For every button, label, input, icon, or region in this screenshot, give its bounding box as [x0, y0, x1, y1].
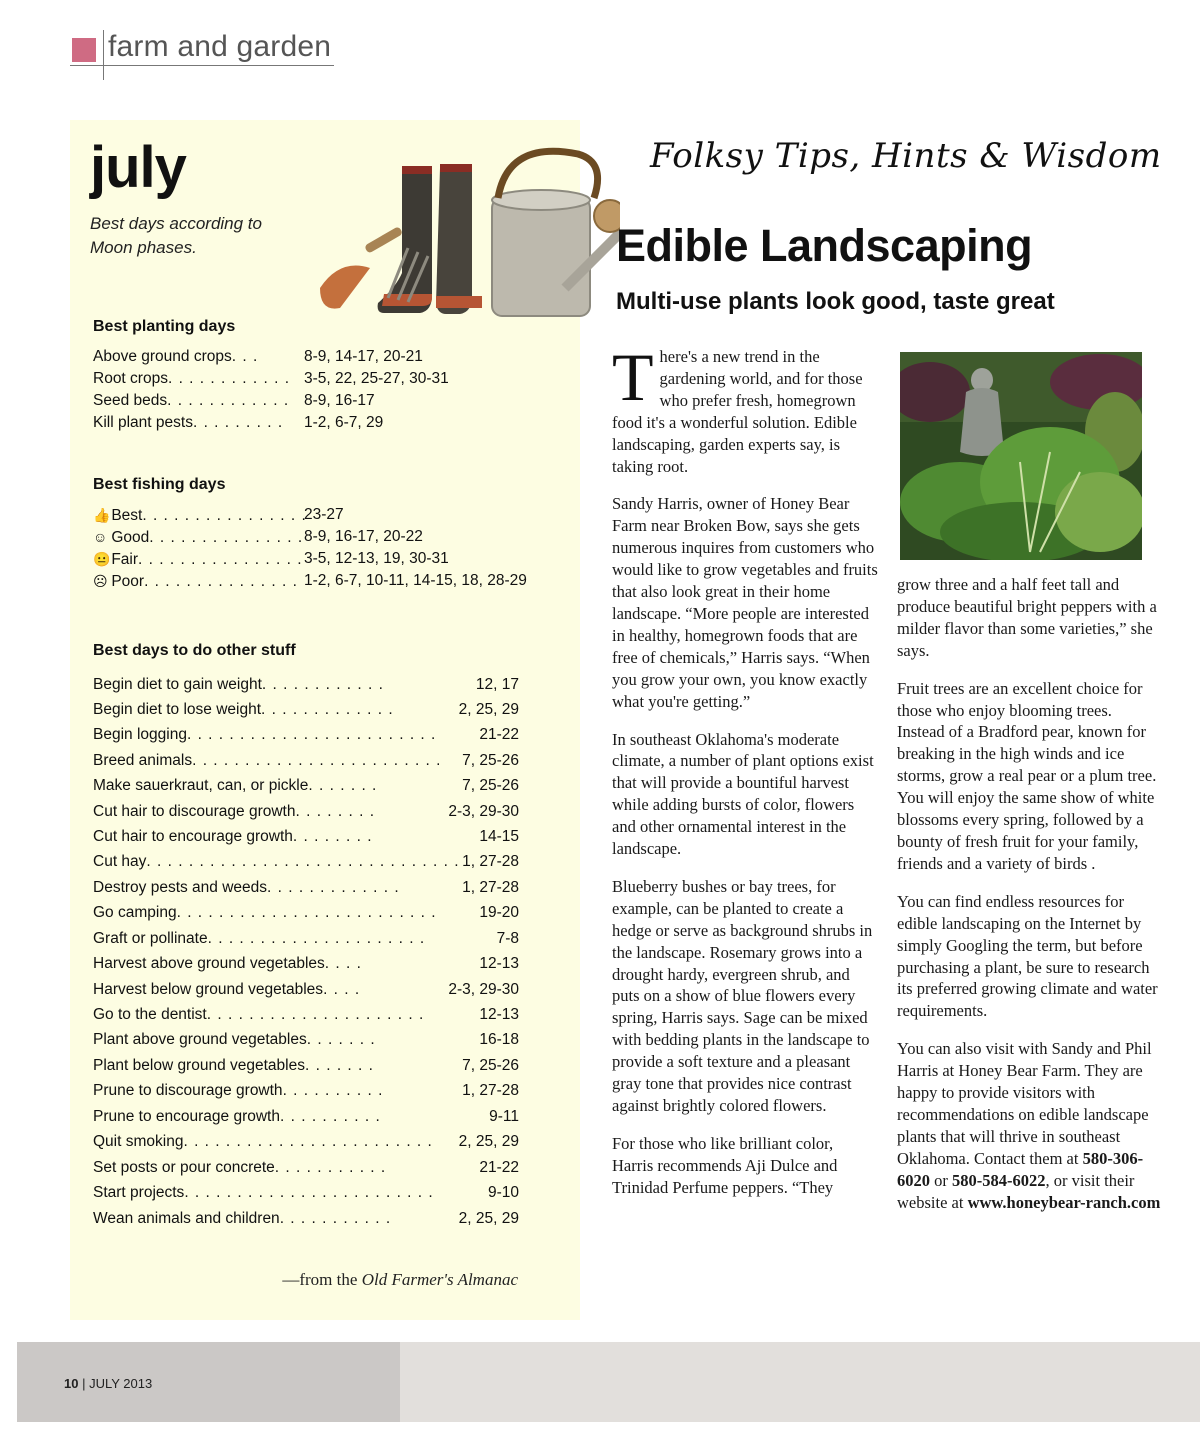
leader-dots: . . . . . . . . . . . . . . . . . . . . . . . .	[192, 752, 442, 769]
other-value: 1, 27-28	[462, 1082, 519, 1099]
article-headline: Edible Landscaping	[616, 220, 1033, 271]
section-marker	[72, 38, 96, 62]
leader-dots: . . . .	[324, 955, 362, 972]
other-value: 12-13	[479, 955, 519, 972]
other-label: Prune to discourage growth	[93, 1082, 283, 1099]
other-row	[93, 724, 519, 746]
fishing-label: Good	[111, 529, 150, 546]
planting-value: 8-9, 14-17, 20-21	[304, 348, 423, 365]
other-value: 7, 25-26	[462, 777, 519, 794]
frown-face-icon: ☹	[93, 573, 108, 589]
leader-dots: . . .	[231, 348, 259, 365]
article-paragraph: grow three and a half feet tall and produce beautiful bright peppers with a milder flavor than some varieties,” she says.	[897, 575, 1157, 660]
leader-dots: . . . . . . .	[304, 1057, 374, 1074]
article-paragraph	[612, 339, 878, 477]
article-paragraph: In southeast Oklahoma's moderate climate, a number of plant options exist that will provide a bountiful harvest while adding bursts of color, flowers and other ornamental interest in the landscape.	[612, 729, 874, 859]
paragraph-text: You can also visit with Sandy and Phil Harris at Honey Bear Farm. They are happy to provide visitors with recommendations on edible landscape plants that will thrive in southeast Oklahoma. Contact them at	[897, 1039, 1152, 1168]
paragraph-text: or	[930, 1170, 952, 1190]
other-value: 7, 25-26	[462, 752, 519, 769]
other-row	[93, 1106, 519, 1128]
section-label: farm and garden	[108, 30, 332, 63]
other-row	[93, 1004, 519, 1026]
fishing-value: 1-2, 6-7, 10-11, 14-15, 18, 28-29	[304, 572, 527, 589]
other-label: Set posts or pour concrete	[93, 1159, 275, 1176]
other-label: Begin logging	[93, 726, 187, 743]
other-row	[93, 801, 519, 823]
fishing-row	[93, 504, 344, 526]
planting-label: Above ground crops	[93, 348, 232, 365]
other-label: Begin diet to lose weight	[93, 701, 262, 718]
fishing-value: 3-5, 12-13, 19, 30-31	[304, 550, 449, 567]
other-label: Plant below ground vegetables	[93, 1057, 305, 1074]
planting-value: 8-9, 16-17	[304, 392, 375, 409]
leader-dots: . . . . . . . . . . . . . . .	[149, 529, 304, 546]
other-value: 12, 17	[475, 676, 519, 693]
other-row	[93, 1080, 519, 1102]
planting-row	[93, 368, 449, 390]
fishing-row	[93, 570, 527, 592]
article-paragraph: You can find endless resources for edible landscaping on the Internet by simply Googling the term, but before purchasing a plant, be sure to research its preferred growing climate and water requirements.	[897, 891, 1158, 1021]
other-row	[93, 851, 519, 873]
other-value: 21-22	[479, 1159, 519, 1176]
other-label: Graft or pollinate	[93, 930, 208, 947]
attribution-prefix: —from the	[282, 1270, 362, 1289]
leader-dots: . . . . . . . . . . . . . . . . . . . . . . . .	[183, 1133, 433, 1150]
article-paragraph: Fruit trees are an excellent choice for those who enjoy blooming trees. Instead of a Bradford pear, known for breaking in the high winds and ice storms, grow a real pear or a plum tree. You will enjoy the same show of white blossoms every spring, followed by a bounty of fresh fruit for your family, friends and a variety of birds .	[897, 678, 1157, 873]
other-label: Harvest above ground vegetables	[93, 955, 325, 972]
planting-row	[93, 346, 423, 368]
leader-dots: . . . . . . .	[306, 1031, 376, 1048]
leader-dots: . . . . . . . . . . . . . . . . . . . . . . . . .	[176, 904, 437, 921]
other-row	[93, 1029, 519, 1051]
leader-dots: . . . .	[323, 981, 361, 998]
other-label: Go to the dentist	[93, 1006, 207, 1023]
fishing-label: Poor	[111, 573, 145, 590]
article-paragraph	[897, 1038, 1163, 1213]
planting-row	[93, 412, 384, 434]
fishing-row	[93, 548, 449, 570]
neutral-face-icon: 😐	[93, 551, 111, 567]
leader-dots: . . . . . . . . . .	[279, 1108, 381, 1125]
column-tagline: Folksy Tips, Hints & Wisdom	[650, 136, 1162, 176]
other-label: Begin diet to gain weight	[93, 676, 262, 693]
other-row	[93, 1131, 519, 1153]
other-label: Cut hair to discourage growth	[93, 803, 296, 820]
other-value: 2, 25, 29	[458, 1210, 519, 1227]
boots-and-watering-can-illustration	[260, 138, 620, 338]
other-value: 14-15	[479, 828, 519, 845]
other-row	[93, 979, 519, 1001]
leader-dots: . . . . . . . . . . . . . . .	[144, 573, 298, 590]
other-row	[93, 826, 519, 848]
folio-separator: |	[82, 1376, 86, 1391]
paragraph-text: here's a new trend in the gardening world, and for those who prefer fresh, homegrown food it's a wonderful solution. Edible landscaping, garden experts say, is taking root.	[612, 347, 863, 476]
month-subtitle: Best days according to Moon phases.	[90, 214, 262, 257]
leader-dots: . . . . . . . . . . . . .	[267, 879, 400, 896]
other-value: 12-13	[479, 1006, 519, 1023]
leader-dots: . . . . . . . . . . . . . . . . . . . . . . . . . . . . . .	[146, 853, 460, 870]
other-value: 1, 27-28	[462, 853, 519, 870]
attribution-source: Old Farmer's Almanac	[361, 1270, 518, 1289]
website-link[interactable]: www.honeybear-ranch.com	[967, 1192, 1161, 1212]
footer-band-right	[400, 1342, 1200, 1422]
other-value: 1, 27-28	[462, 879, 519, 896]
other-heading: Best days to do other stuff	[93, 642, 296, 659]
fishing-row	[93, 526, 423, 548]
leader-dots: . . . . . . . . . . . . . . . . . . . . .	[207, 930, 426, 947]
other-row	[93, 953, 519, 975]
leader-dots: . . . . . . . . . . . . . . . . . . . . . . . .	[184, 1184, 434, 1201]
leader-dots: . . . . . . . . . . . . . . . .	[138, 551, 303, 568]
other-label: Prune to encourage growth	[93, 1108, 280, 1125]
other-label: Breed animals	[93, 752, 193, 769]
other-value: 9-10	[487, 1184, 519, 1201]
other-value: 19-20	[479, 904, 519, 921]
other-row	[93, 1182, 519, 1204]
other-row	[93, 699, 519, 721]
other-label: Destroy pests and weeds	[93, 879, 268, 896]
issue-date: JULY 2013	[89, 1376, 153, 1391]
other-row	[93, 1055, 519, 1077]
other-label: Harvest below ground vegetables	[93, 981, 324, 998]
planting-heading: Best planting days	[93, 318, 236, 335]
other-value: 21-22	[479, 726, 519, 743]
garden-photo	[900, 352, 1142, 560]
other-label: Cut hay	[93, 853, 147, 870]
other-row	[93, 674, 519, 696]
leader-dots: . . . . . . . . . . . . .	[261, 701, 394, 718]
other-row	[93, 775, 519, 797]
almanac-sidebar	[70, 120, 580, 1320]
fishing-value: 23-27	[304, 506, 344, 523]
other-row	[93, 928, 519, 950]
other-value: 2-3, 29-30	[448, 981, 519, 998]
other-row	[93, 1157, 519, 1179]
leader-dots: . . . . . . . . . . . .	[167, 392, 290, 409]
page-number: 10	[64, 1376, 79, 1391]
other-row	[93, 877, 519, 899]
planting-value: 3-5, 22, 25-27, 30-31	[304, 370, 449, 387]
other-label: Start projects	[93, 1184, 185, 1201]
other-value: 7-8	[496, 930, 519, 947]
other-label: Cut hair to encourage growth	[93, 828, 293, 845]
leader-dots: . . . . . . . .	[295, 803, 376, 820]
other-value: 2, 25, 29	[458, 1133, 519, 1150]
article-deck: Multi-use plants look good, taste great	[616, 288, 1055, 315]
other-row	[93, 902, 519, 924]
planting-label: Root crops	[93, 370, 168, 387]
other-label: Make sauerkraut, can, or pickle	[93, 777, 309, 794]
leader-dots: . . . . . . . . . .	[282, 1082, 384, 1099]
attribution	[282, 1270, 518, 1290]
other-label: Go camping	[93, 904, 177, 921]
fishing-label: Best	[111, 507, 143, 524]
article-paragraph: Blueberry bushes or bay trees, for example, can be planted to create a hedge or serve as background shrubs in the landscape. Rosemary grows into a drought hardy, evergreen shrub, and puts on a show of blue flowers every spring, Harris says. Sage can be mixed with bedding plants in the landscape to provide a soft texture and a pleasant gray tone that provides nice contrast against brightly colored flowers.	[612, 876, 873, 1115]
article-column-2	[897, 574, 1163, 1229]
planting-label: Seed beds	[93, 392, 168, 409]
month-title: july	[90, 135, 186, 200]
leader-dots: . . . . . . . . . . .	[279, 1210, 392, 1227]
article-column-1	[612, 339, 878, 1215]
leader-dots: . . . . . . . . . . . .	[261, 676, 384, 693]
other-value: 7, 25-26	[462, 1057, 519, 1074]
fishing-value: 8-9, 16-17, 20-22	[304, 528, 423, 545]
other-value: 2-3, 29-30	[448, 803, 519, 820]
article-paragraph: Sandy Harris, owner of Honey Bear Farm near Broken Bow, says she gets numerous inquires from customers who would like to grow vegetables and fruits that also look great in their home landscape. “More people are interested in healthy, homegrown foods that are free of chemicals,” Harris says. “When you grow your own, you know exactly what you're getting.”	[612, 494, 878, 711]
leader-dots: . . . . . . . . .	[192, 414, 284, 431]
thumbs-up-icon: 👍	[93, 507, 111, 523]
section-divider-horizontal	[70, 65, 334, 66]
planting-label: Kill plant pests	[93, 414, 193, 431]
phone-number: 580-584-6022	[952, 1170, 1046, 1190]
other-label: Plant above ground vegetables	[93, 1031, 307, 1048]
other-value: 2, 25, 29	[458, 701, 519, 718]
leader-dots: . . . . . . . .	[292, 828, 373, 845]
leader-dots: . . . . . . . . . . . . . . . . . . . . . . . .	[186, 726, 437, 743]
section-divider-vertical	[103, 30, 104, 80]
smile-face-icon: ☺	[93, 529, 108, 545]
other-label: Wean animals and children	[93, 1210, 280, 1227]
planting-value: 1-2, 6-7, 29	[304, 414, 384, 431]
other-row	[93, 1208, 519, 1230]
page-folio	[64, 1376, 152, 1391]
other-value: 9-11	[489, 1108, 519, 1125]
other-row	[93, 750, 519, 772]
leader-dots: . . . . . . .	[308, 777, 378, 794]
drop-cap: T	[612, 339, 654, 415]
leader-dots: . . . . . . . . . . . . . . . . . . . . .	[206, 1006, 425, 1023]
leader-dots: . . . . . . . . . . . .	[167, 370, 291, 387]
phone-number: 580-306- 6020	[897, 1148, 1144, 1190]
fishing-label: Fair	[111, 551, 139, 568]
leader-dots: . . . . . . . . . . . . . . . .	[142, 507, 307, 524]
leader-dots: . . . . . . . . . . .	[274, 1159, 387, 1176]
fishing-heading: Best fishing days	[93, 476, 226, 493]
other-label: Quit smoking	[93, 1133, 184, 1150]
other-value: 16-18	[479, 1031, 519, 1048]
article-paragraph: For those who like brilliant color, Harris recommends Aji Dulce and Trinidad Perfume peppers. “They	[612, 1133, 838, 1197]
planting-row	[93, 390, 375, 412]
paragraph-text: , or visit their website at	[897, 1170, 1135, 1212]
